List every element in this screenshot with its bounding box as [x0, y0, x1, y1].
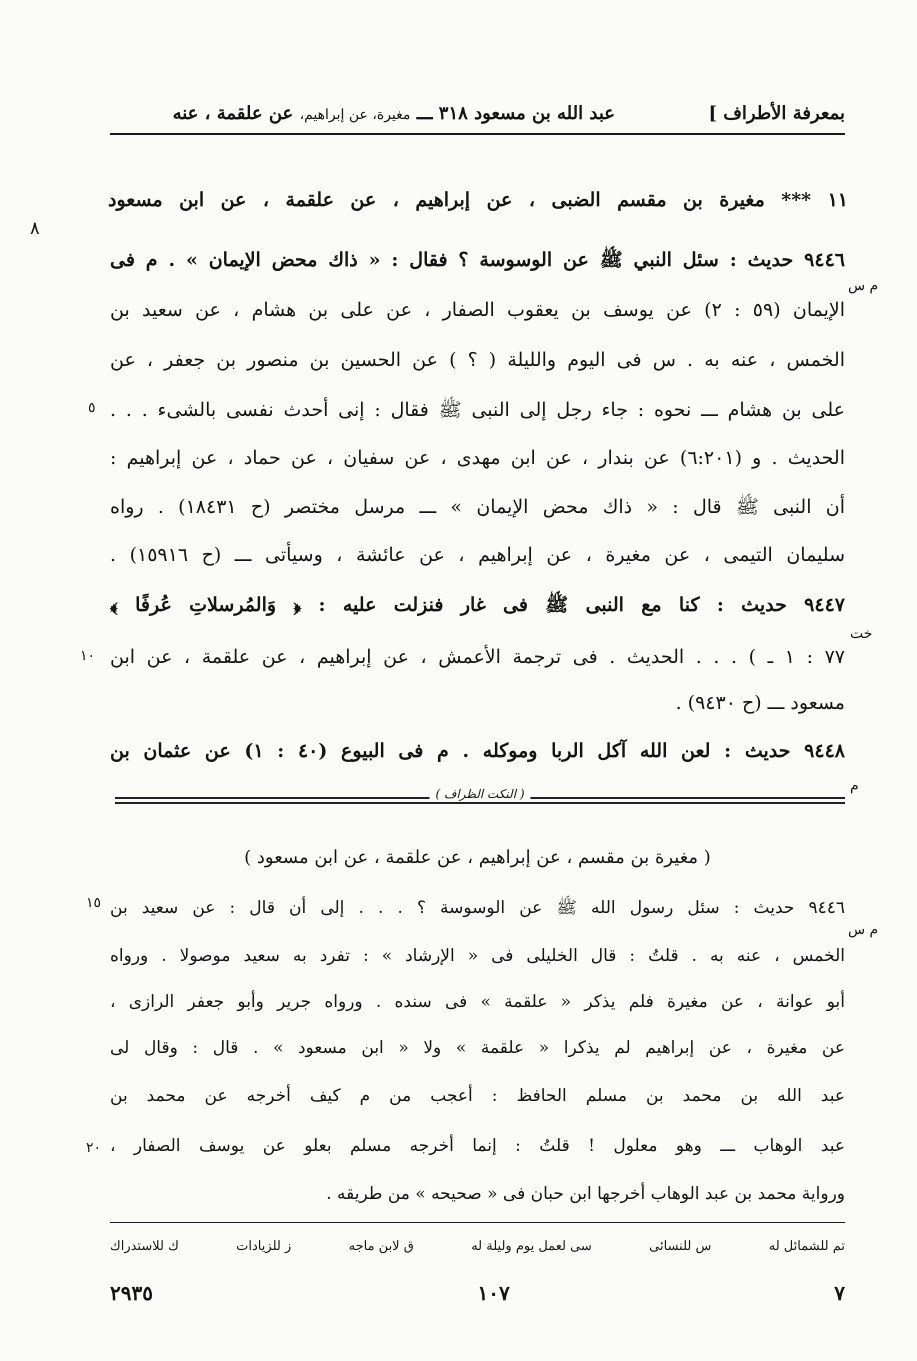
legend-item: سى لعمل يوم وليلة له	[471, 1239, 592, 1254]
notes-subheading: ( مغيرة بن مقسم ، عن إبراهيم ، عن علقمة ، عن ابن مسعود )	[244, 847, 711, 868]
notes-divider	[115, 787, 845, 809]
legend-item: تم للشمائل له	[768, 1239, 845, 1254]
page-numbers	[110, 1275, 845, 1311]
legend-item: ك للاستدراك	[110, 1239, 179, 1254]
margin-siglum-kht: خت	[850, 626, 873, 642]
main-line-5: الحديث . و (٦:٢٠١) عن بندار ، عن ابن مهدى ، عن سفيان ، عن حماد ، عن إبراهيم :	[110, 447, 845, 469]
note-line-6: عبد الوهاب ـــ وهو معلول ! قلتُ : إنما أخرجه مسلم بعلو عن يوسف الصفار ،	[110, 1136, 845, 1156]
header-rule	[110, 133, 845, 135]
main-line-10: مسعود ـــ (ح ٩٤٣٠) .	[675, 692, 845, 714]
note-line-1: ٩٤٤٦ حديث : سئل رسول الله ﷺ عن الوسوسة ؟ . . . إلى أن قال : عن سعيد بن	[110, 898, 845, 918]
main-line-2: الإيمان (٥٩ : ٢) عن يوسف بن يعقوب الصفار ، عن على بن هشام ، عن سعيد بن	[110, 299, 845, 321]
note-line-2: الخمس ، عنه به . قلتُ : قال الخليلى فى « الإرشاد » : تفرد به سعيد موصولا . ورواه	[110, 946, 845, 966]
main-line-6: أن النبى ﷺ قال : « ذاك محض الإيمان » ـــ مرسل مختصر (ح ١٨٤٣١) . رواه	[110, 496, 845, 518]
header-section-end: عن علقمة ، عنه	[172, 103, 294, 124]
main-line-3: الخمس ، عنه به . س فى اليوم والليلة ( ؟ ) عن الحسين بن منصور بن جعفر ، عن	[110, 349, 845, 371]
margin-siglum-m: م	[850, 778, 859, 794]
note-margin-siglum: م س	[848, 922, 879, 938]
main-line-1: ٩٤٤٦ حديث : سئل النبي ﷺ عن الوسوسة ؟ فقال : « ذاك محض الإيمان » . م فى	[110, 249, 845, 271]
footer-legend	[110, 1232, 845, 1262]
note-line-3: أبو عوانة ، عن مغيرة فلم يذكر « علقمة » فى سنده . ورواه جرير وأبو جعفر الرازى ،	[110, 992, 845, 1012]
header-section-main: عبد الله بن مسعود ٣١٨ ـــ	[416, 103, 615, 124]
legend-item: س للنسائى	[649, 1239, 712, 1254]
legend-item: ق لابن ماجه	[348, 1239, 414, 1254]
margin-siglum-ms: م س	[848, 278, 879, 294]
footer-rule	[110, 1222, 845, 1223]
header-section	[173, 96, 615, 133]
divider-line-bottom	[115, 802, 845, 804]
main-line-9: ٧٧ : ١ ـ ) . . . الحديث . فى ترجمة الأعمش ، عن إبراهيم ، عن علقمة ، عن ابن	[110, 646, 845, 668]
page-number-right: ٧	[834, 1281, 845, 1305]
page-number-left: ٢٩٣٥	[110, 1281, 153, 1305]
margin-line-5: ٥	[88, 400, 96, 416]
running-header	[110, 96, 845, 132]
note-margin-15: ١٥	[86, 895, 102, 911]
note-line-7: ورواية محمد بن عبد الوهاب أخرجها ابن حبان فى « صحيحه » من طريقه .	[326, 1184, 845, 1204]
page-number-center: ١٠٧	[477, 1281, 510, 1305]
section-title: ١١ *** مغيرة بن مقسم الضبى ، عن إبراهيم ، عن علقمة ، عن ابن مسعود	[108, 189, 848, 211]
main-line-8: ٩٤٤٧ حديث : كنا مع النبى ﷺ فى غار فنزلت عليه : ﴿ وَالمُرسلاتِ عُرفًا ﴾	[110, 594, 845, 616]
divider-label: ( النكت الظراف )	[429, 787, 530, 801]
note-line-4: عن مغيرة ، عن إبراهيم لم يذكرا « علقمة » ولا « ابن مسعود » . قال : وقال لى	[110, 1038, 845, 1058]
header-book-title: بمعرفة الأطراف ]	[708, 103, 845, 124]
legend-item: ز للزيادات	[236, 1239, 292, 1254]
note-line-5: عبد الله بن محمد بن مسلم الحافظ : أعجب من م كيف أخرجه عن محمد بن	[110, 1086, 845, 1106]
top-margin-mark: ٨	[30, 218, 40, 239]
main-line-7: سليمان التيمى ، عن مغيرة ، عن إبراهيم ، عن عائشة ، وسيأتى ـــ (ح ١٥٩١٦) .	[110, 544, 845, 566]
margin-line-10: ١٠	[80, 648, 96, 664]
note-margin-20: ٢٠	[86, 1140, 102, 1156]
main-line-11: ٩٤٤٨ حديث : لعن الله آكل الربا وموكله . م فى البيوع (٤٠ : ١) عن عثمان بن	[110, 740, 845, 762]
header-section-chain: مغيرة، عن إبراهيم،	[299, 107, 411, 123]
main-line-4: على بن هشام ـــ نحوه : جاء رجل إلى النبى ﷺ فقال : إنى أحدث نفسى بالشىء . . .	[110, 399, 845, 421]
